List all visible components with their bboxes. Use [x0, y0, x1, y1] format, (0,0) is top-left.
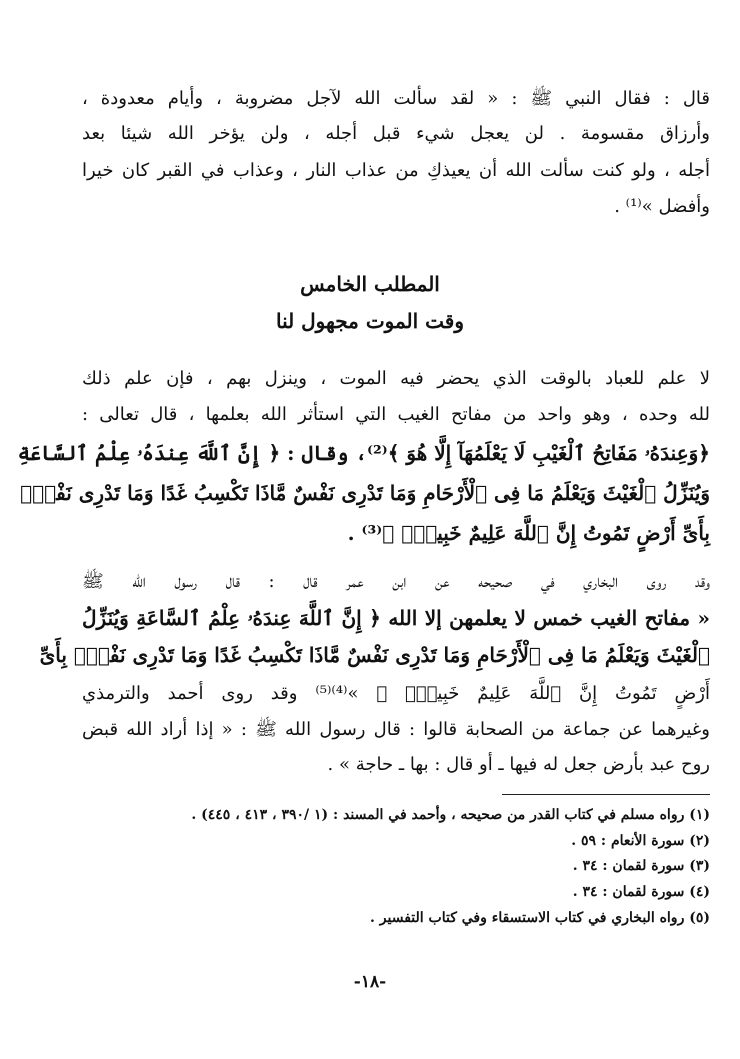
quran-line: « مفاتح الغيب خمس لا يعلمهن إلا الله ﴿ إِنَّ ٱللَّهَ عِندَهُۥ عِلْمُ ٱلسَّاعَةِ وَيُنَزِّلُ: [82, 606, 710, 630]
section-subheading: وقت الموت مجهول لنا: [275, 309, 465, 333]
text-line: روح عبد بأرض جعل له فيها ـ أو قال : بها ـ حاجة » .: [327, 754, 710, 775]
text-line: وأفضل »⁽¹⁾ .: [614, 196, 710, 217]
footnote-item: (٢) سورة الأنعام : ٥٩ .: [571, 833, 710, 849]
footnote-item: (١) رواه مسلم في كتاب القدر من صحيحه ، وأحمد في المسند : (١ /٣٩٠ ، ٤١٣ ، ٤٤٥) .: [191, 807, 710, 823]
text-line: قال : فقال النبي ﷺ : « لقد سألت الله لآجل مضروبة ، وأيام معدودة ،: [82, 88, 710, 109]
text-line: وغيرهما عن جماعة من الصحابة قالوا : قال رسول الله ﷺ : « إذا أراد الله قبض: [82, 719, 710, 740]
footnote-item: (٤) سورة لقمان : ٣٤ .: [572, 884, 710, 900]
quran-line: ٱلْغَيْثَ وَيَعْلَمُ مَا فِى ٱلْأَرْحَامِ وَمَا تَدْرِى نَفْسٌ مَّاذَا تَكْسِبُ غَدًا وَمَا تَدْرِى نَفْسٌۢ بِأَىِّ: [39, 643, 710, 667]
quran-line: وَيُنَزِّلُ ٱلْغَيْثَ وَيَعْلَمُ مَا فِى ٱلْأَرْحَامِ وَمَا تَدْرِى نَفْسٌ مَّاذَا تَكْسِبُ غَدًا وَمَا تَدْرِى نَفْسٌۢ: [20, 481, 710, 505]
footnote-item: (٥) رواه البخاري في كتاب الاستسقاء وفي كتاب التفسير .: [370, 910, 710, 926]
quran-line: بِأَىِّ أَرْضٍ تَمُوتُ إِنَّ ٱللَّهَ عَلِيمٌ خَبِيرٌۢ ﴾⁽³⁾ .: [347, 521, 710, 545]
footnote-divider: [502, 794, 710, 795]
text-line: أجله ، ولو كنت سألت الله أن يعيذكِ من عذاب النار ، وعذاب في القبر كان خيرا: [82, 160, 710, 181]
text-line: لا علم للعباد بالوقت الذي يحضر فيه الموت ، وينزل بهم ، فإن علم ذلك: [82, 368, 710, 389]
text-line: أَرْضٍ تَمُوتُ إِنَّ ٱللَّهَ عَلِيمٌ خَبِيرٌۢ ﴾ »⁽⁴⁾⁽⁵⁾ وقد روى أحمد والترمذي: [82, 683, 710, 704]
footnote-item: (٣) سورة لقمان : ٣٤ .: [572, 858, 710, 874]
text-line: لله وحده ، وهو واحد من مفاتح الغيب التي استأثر الله بعلمها ، قال تعالى :: [82, 404, 710, 425]
section-heading: المطلب الخامس: [300, 272, 440, 296]
quran-line: ﴿وَعِندَهُۥ مَفَاتِحُ ٱلْغَيْبِ لَا يَعْلَمُهَآ إِلَّا هُوَ ﴾⁽²⁾، وقال : ﴿ إِنَّ ٱللَّهَ عِندَهُۥ عِلْمُ ٱلسَّاعَةِ: [17, 441, 710, 465]
text-line: وأرزاق مقسومة . لن يعجل شيء قبل أجله ، ولن يؤخر الله شيئا بعد: [82, 123, 710, 144]
text-line: وقد روى البخاري في صحيحه عن ابن عمر قال : قال رسول الله ﷺ: [82, 571, 710, 592]
page-number: -١٨-: [353, 972, 387, 992]
